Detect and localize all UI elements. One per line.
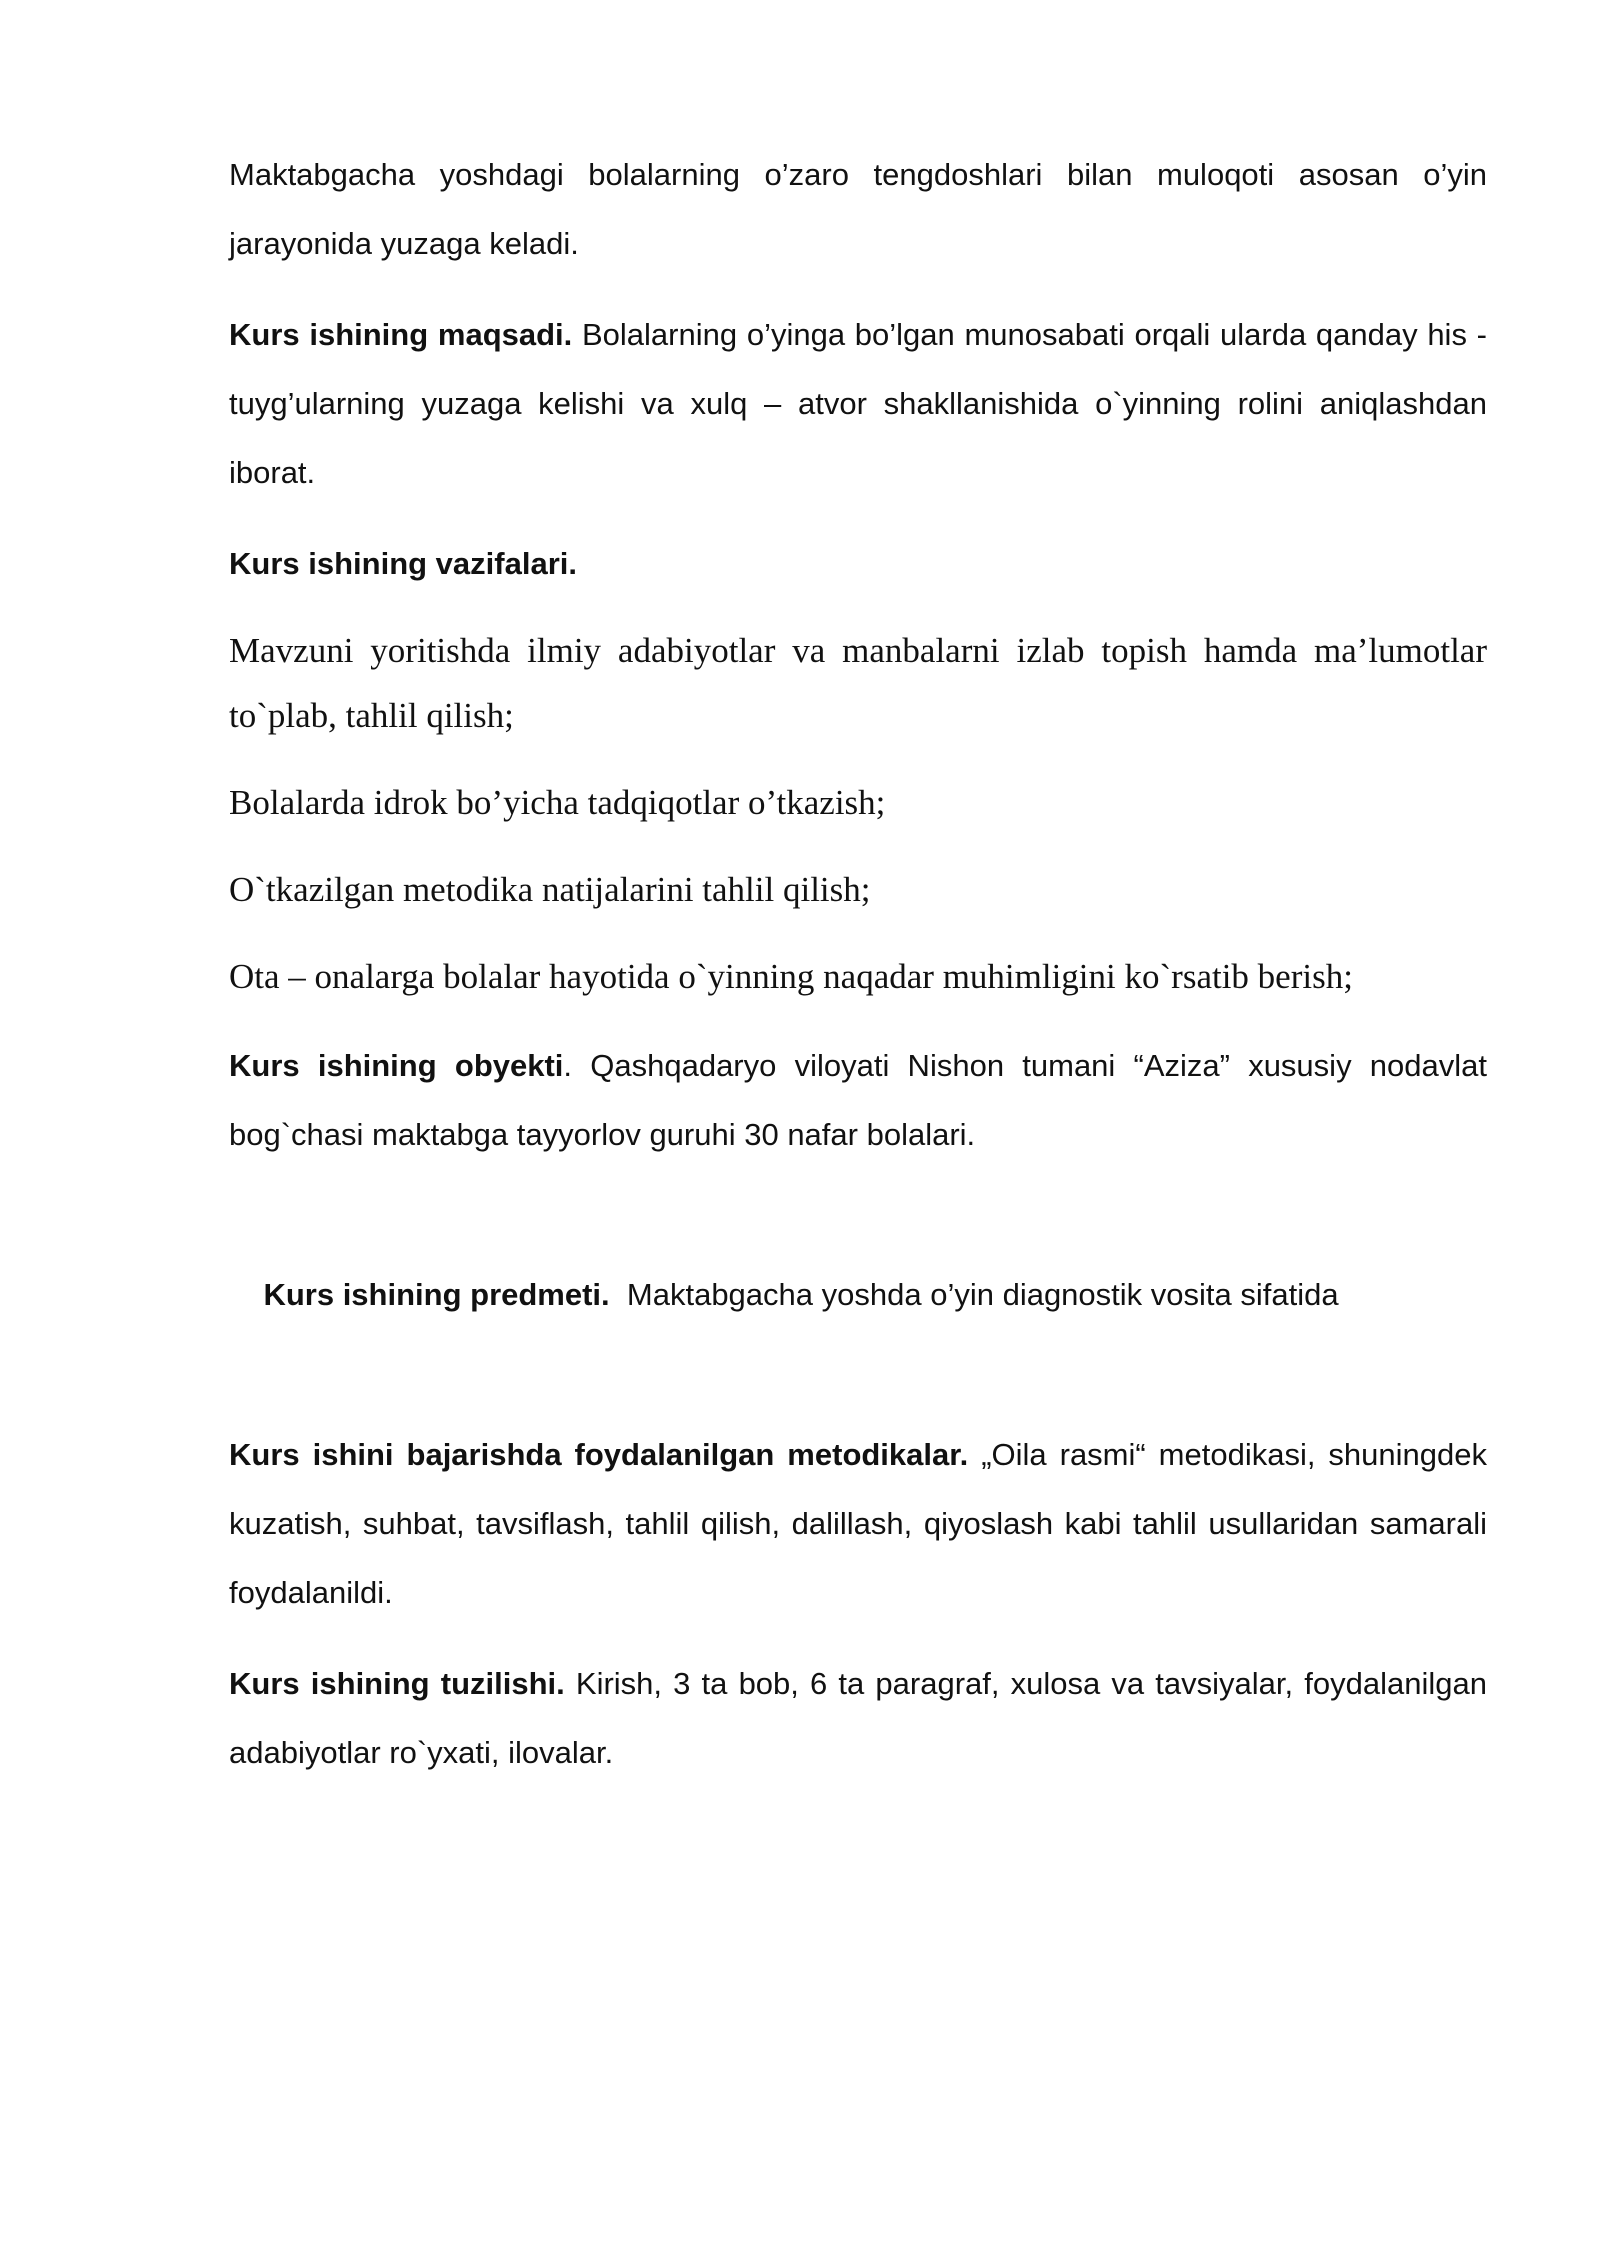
task-text: Ota – onalarga bolalar hayotida o`yinning naqadar muhimligini ko`rsatib berish; xyxy=(229,957,1353,996)
intro-text: Maktabgacha yoshdagi bolalarning o’zaro tengdoshlari bilan muloqoti asosan o’yin jarayonida yuzaga keladi. xyxy=(229,157,1487,261)
tuzilishi-text: Kirish, 3 ta bob, 6 ta paragraf, xulosa va tavsiyalar, foydalanilgan adabiyotlar ro`yxati, ilovalar. xyxy=(229,1666,1487,1770)
task-text: O`tkazilgan metodika natijalarini tahlil qilish; xyxy=(229,870,871,909)
predmet-text: Maktabgacha yoshda o’yin diagnostik vosita sifatida xyxy=(609,1277,1339,1312)
predmet-heading: Kurs ishining predmeti. xyxy=(263,1277,610,1312)
metodikalar-text: „Oila rasmi“ metodikasi, shuningdek kuzatish, suhbat, tavsiflash, tahlil qilish, dalillash, qiyoslash kabi tahlil usullaridan samarali foydalanildi. xyxy=(229,1437,1488,1610)
task-text: Mavzuni yoritishda ilmiy adabiyotlar va manbalarni izlab topish hamda ma’lumotlar to`plab, tahlil qilish; xyxy=(229,631,1487,735)
task-item xyxy=(229,618,1487,748)
paragraph-predmet xyxy=(229,1191,1487,1398)
maqsad-text: Bolalarning o’yinga bo’lgan munosabati orqali ularda qanday his - tuyg’ularning yuzaga kelishi va xulq – atvor shakllanishida o`yinning rolini aniqlashdan iborat. xyxy=(229,317,1487,490)
metodikalar-heading: Kurs ishini bajarishda foydalanilgan metodikalar. xyxy=(229,1437,969,1472)
task-item xyxy=(229,770,1487,835)
vazifalar-heading: Kurs ishining vazifalari. xyxy=(229,546,577,581)
obyekt-text: . Qashqadaryo viloyati Nishon tumani “Aziza” xususiy nodavlat bog`chasi maktabga tayyorlov guruhi 30 nafar bolalari. xyxy=(229,1048,1487,1152)
task-text: Bolalarda idrok bo’yicha tadqiqotlar o’tkazish; xyxy=(229,783,886,822)
tuzilishi-heading: Kurs ishining tuzilishi. xyxy=(229,1666,565,1701)
obyekt-heading: Kurs ishining obyekti xyxy=(229,1048,564,1083)
paragraph-intro xyxy=(229,140,1487,278)
maqsad-heading: Kurs ishining maqsadi. xyxy=(229,317,573,352)
task-item xyxy=(229,944,1487,1009)
paragraph-vazifalar xyxy=(229,529,1487,598)
task-item xyxy=(229,857,1487,922)
paragraph-tuzilishi xyxy=(229,1649,1487,1787)
paragraph-metodikalar xyxy=(229,1420,1487,1627)
paragraph-obyekt xyxy=(229,1031,1487,1169)
paragraph-maqsad xyxy=(229,300,1487,507)
document-page xyxy=(229,140,1487,1809)
